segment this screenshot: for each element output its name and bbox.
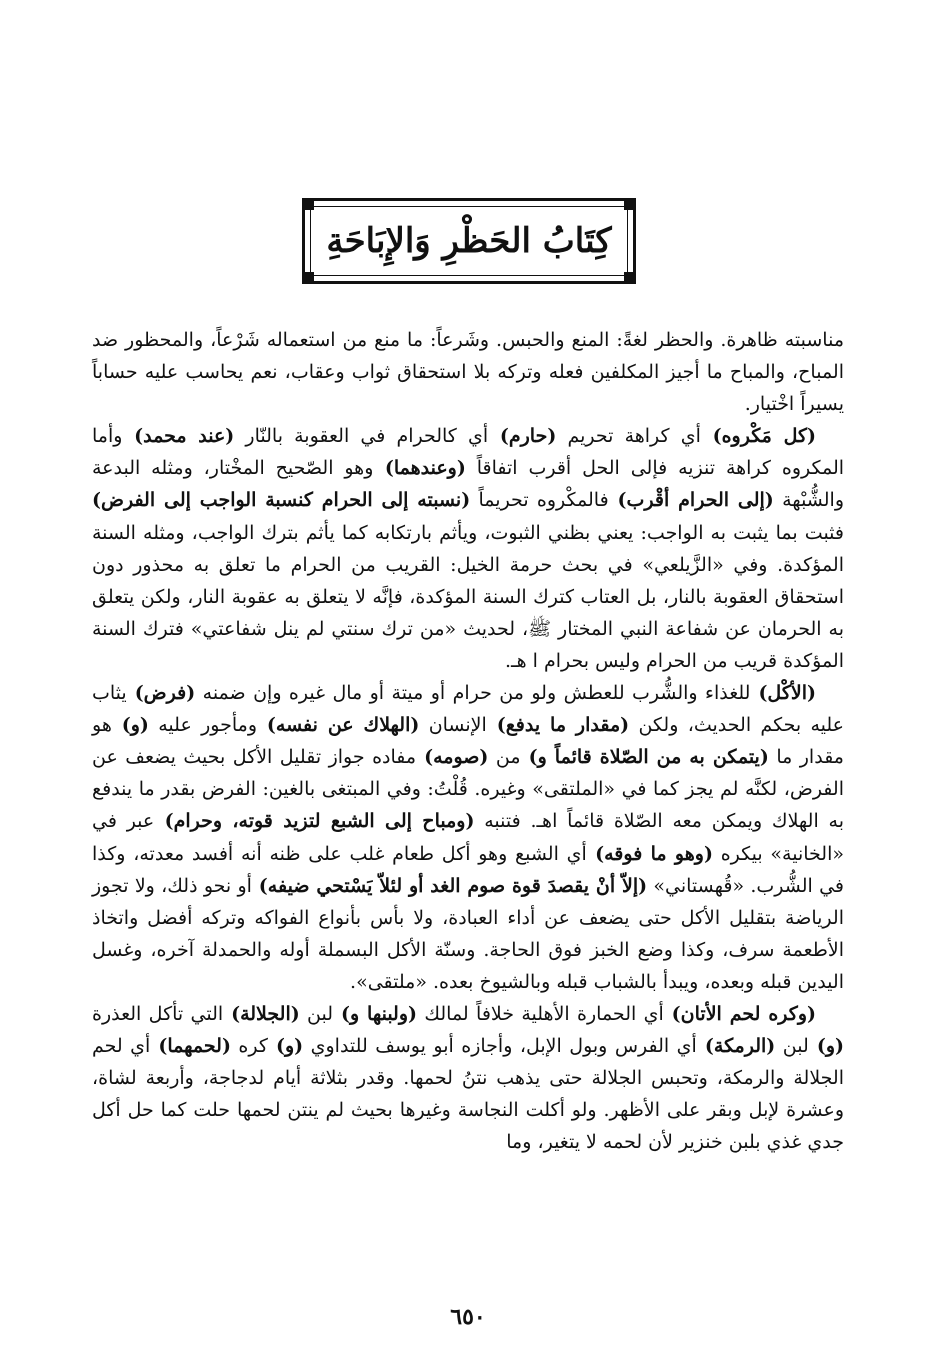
paragraph	[92, 998, 844, 1158]
sharh-text: للغذاء والشُّرب للعطش ولو من حرام أو ميتة أو مال غيره وإن ضمنه	[195, 682, 751, 705]
matn-text: (الجلالة)	[223, 1002, 300, 1025]
matn-text: (وعندهما)	[373, 457, 466, 480]
sharh-text: وأما المكروه كراهة تنزيه فإلى الحل أقرب اتفاقاً	[92, 425, 845, 480]
sharh-text: فالمكْروه تحريماً	[470, 489, 609, 512]
matn-text: (وكره لحم الأتان)	[663, 1002, 816, 1025]
sharh-text: مناسبته ظاهرة. والحظر لغةً: المنع والحبس. وشَرعاً: ما منع من استعماله شَرْعاً، والمحظور ضد المباح، والمباح ما أجيز المكلفين فعله وتركه بلا استحقاق ثواب وعقاب، نعم يحاسب عليه حساباً يسيراً اخْتيار.	[92, 329, 844, 416]
sharh-text: مفاده جواز تقليل الأكل بحيث يضعف عن الفرض، لكنَّه لم يجز كما في «الملتقى» وغيره. قُلْتُ: وفي المبتغى بالغين: الفرض بقدر ما يندفع به الهلاك ويمكن معه الصّلاة قائماً اهـ. فتنبه	[92, 746, 844, 833]
chapter-title: كِتَابُ الحَظْرِ وَالإِبَاحَةِ	[326, 221, 612, 261]
matn-text: (فرض)	[126, 682, 196, 705]
page-number: ٦٥٠	[450, 1304, 486, 1330]
sharh-text: لبن	[775, 1035, 809, 1058]
matn-text: (الأكْل)	[750, 682, 816, 705]
matn-text: (إلى الحرام أقْرب)	[608, 489, 774, 512]
sharh-text: أي لحم الجلالة والرمكة، وتحبس الجلالة حتى يذهب نتنُ لحمها. وقدر بثلاثة أيام لدجاجة، وأربعة لشاة، وعشرة لإبل وبقر على الأظهر. ولو أكلت النجاسة وغيرها بحيث لم ينتن لحمها حلت كما حل أكل جدي غذي بلبن خنزير لأن لحمه لا يتغير، وما	[92, 1035, 844, 1154]
matn-text: (حارم)	[488, 425, 557, 448]
body-text	[92, 324, 844, 1158]
matn-text: (كل مَكْروه)	[700, 425, 816, 448]
matn-text: (ولبنها و)	[333, 1002, 418, 1025]
frame-corner-ornament	[302, 272, 314, 284]
matn-text: (وهو ما فوقه)	[586, 842, 713, 865]
sharh-text: ومأجور عليه	[148, 714, 257, 737]
sharh-text: أي كراهة تحريم	[556, 425, 701, 448]
sharh-text: وهو الصّحيح المخْتار، ومثله البدعة والشُّبْهة	[92, 457, 844, 512]
sharh-text: أي الشبع وهو أكل طعام غلب على ظنه أنه أفسد معدته، وكذا في الشُّرب. «قُهستاني»	[92, 842, 844, 897]
matn-text: (ومباح إلى الشبع لتزيد قوته، وحرام)	[154, 810, 475, 833]
paragraph	[92, 324, 844, 420]
sharh-text: أي كالحرام في العقوبة بالنّار	[234, 425, 489, 448]
frame-corner-ornament	[624, 272, 636, 284]
matn-text: (و)	[808, 1035, 844, 1058]
chapter-title-frame	[302, 198, 636, 284]
matn-text: (مقدار ما يدفع)	[486, 714, 630, 737]
paragraph	[92, 677, 844, 998]
matn-text: (نسبته إلى الحرام كنسبة الواجب إلى الفرض)	[92, 489, 471, 512]
sharh-text: لبن	[299, 1002, 334, 1025]
sharh-text: أو نحو ذلك، ولا تجوز الرياضة بتقليل الأكل حتى يضعف عن أداء العبادة، ولا بأس بأنواع الفواكه وتركه أفضل واتخاذ الأطعمة سرف، وكذا وضع الخبز فوق الحاجة. وسنّة الأكل البسملة أوله والحمدلة آخره، وغسل اليدين قبله وبعده، ويبدأ بالشباب قبله وبالشيوخ بعده. «ملتقى».	[92, 874, 844, 993]
matn-text: (صومه)	[416, 746, 489, 769]
sharh-text: هو مقدار ما	[92, 714, 844, 769]
sharh-text: كره	[230, 1035, 268, 1058]
matn-text: (الرمكة)	[696, 1035, 776, 1058]
sharh-text: التي تأكل العذرة	[92, 1002, 224, 1025]
matn-text: (و)	[111, 714, 149, 737]
sharh-text: من	[488, 746, 521, 769]
matn-text: (إلاّ أنْ يقصدَ قوة صوم الغد أو لئلاّ يَسْتحي ضيفه)	[251, 874, 648, 897]
sharh-text: عبر في «الخانية» بيكره	[92, 810, 844, 865]
sharh-text: أي الحمارة الأهلية خلافاً لمالك	[417, 1002, 664, 1025]
matn-text: (يتمكن به من الصّلاة قائماً و)	[520, 746, 769, 769]
sharh-text: فثبت بما يثبت به الواجب: يعني بظني الثبوت، ويأثم بارتكابه كما يأثم بترك الواجب، ومثله السنة المؤكدة. وفي «الزَّيلعي» في بحث حرمة الخيل: القريب من الحرام ما تعلق به محذور دون استحقاق العقوبة بالنار، بل العتاب كترك السنة المؤكدة، فإنَّه لا يتعلق به عقوبة النار، ولكن يتعلق به الحرمان عن شفاعة النبي المختار ﷺ، لحديث «من ترك سنتي لم ينل شفاعتي» فترك السنة المؤكدة قريب من الحرام وليس بحرام ا هـ.	[92, 521, 844, 672]
matn-text: (و)	[267, 1035, 304, 1058]
sharh-text: الإنسان	[419, 714, 487, 737]
frame-corner-ornament	[302, 198, 314, 210]
sharh-text: أي الفرس وبول الإبل، وأجازه أبو يوسف للتداوي	[303, 1035, 697, 1058]
paragraph	[92, 420, 844, 677]
matn-text: (لحمهما)	[150, 1035, 231, 1058]
matn-text: (الهلاك عن نفسه)	[257, 714, 420, 737]
frame-corner-ornament	[624, 198, 636, 210]
sharh-text: يثاب عليه بحكم الحديث، ولكن	[92, 682, 845, 737]
matn-text: (عند محمد)	[122, 425, 235, 448]
